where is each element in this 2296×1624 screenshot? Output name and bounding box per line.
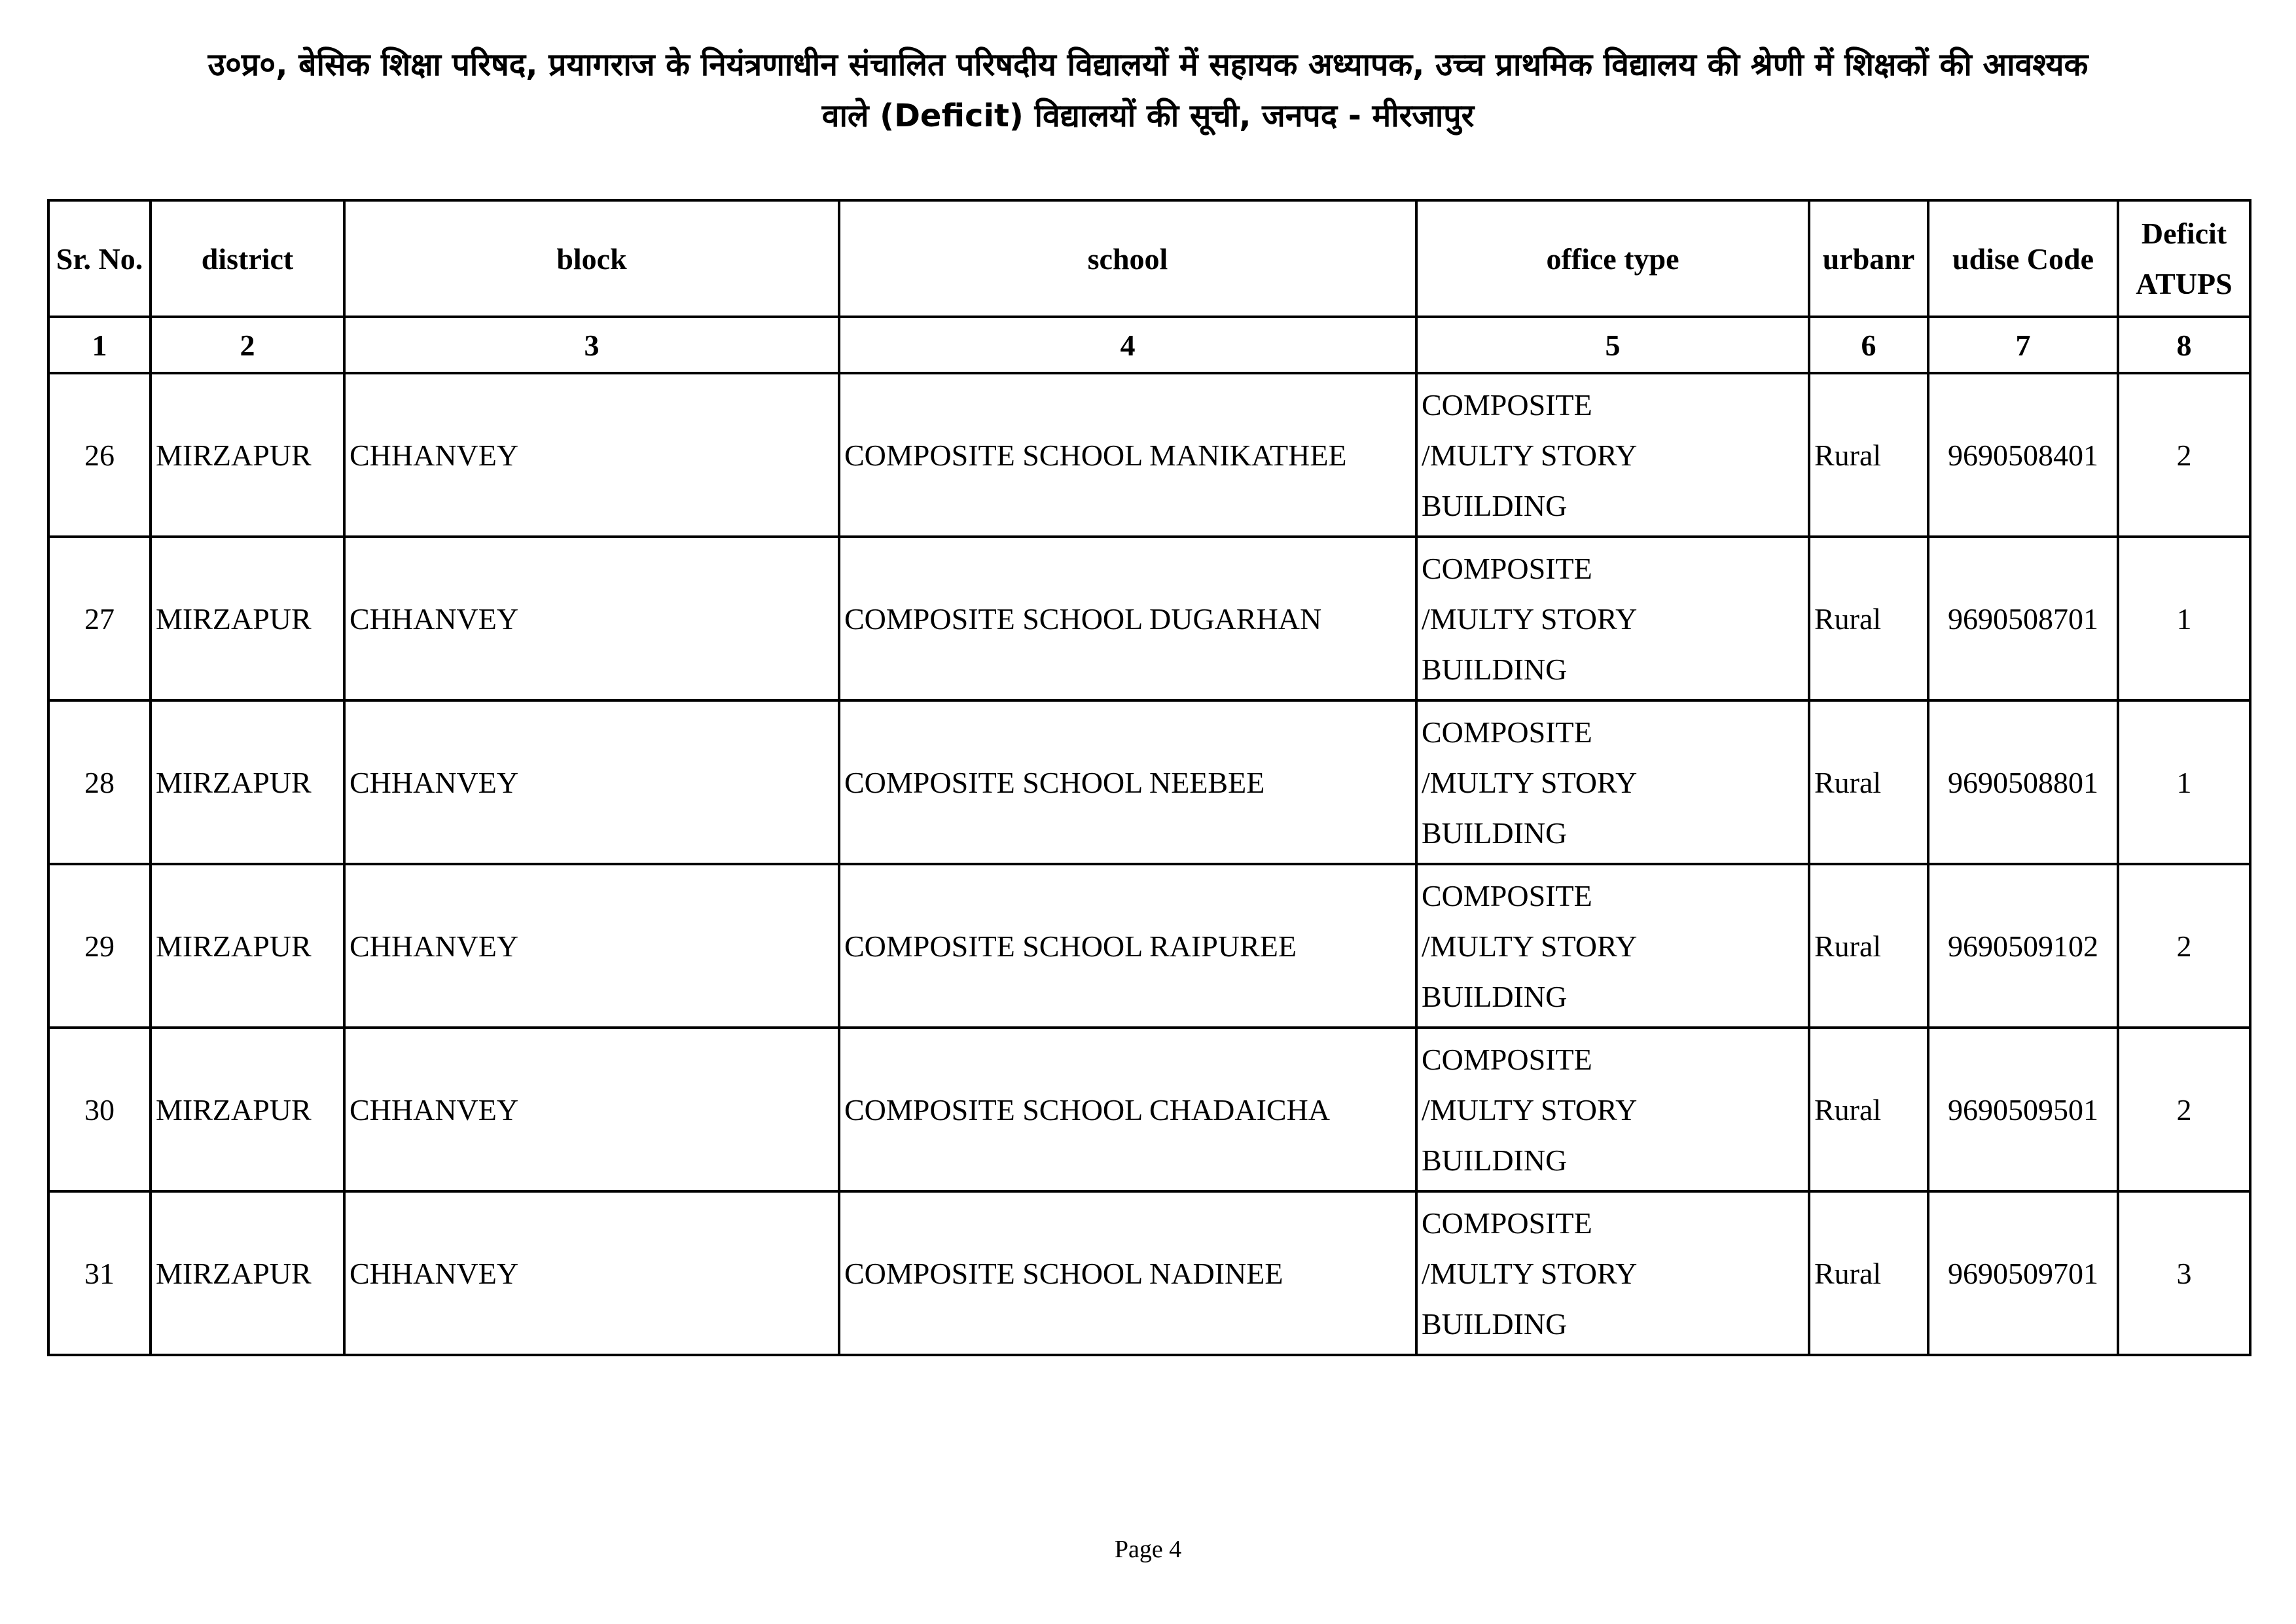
title-line-1: उ०प्र०, बेसिक शिक्षा परिषद, प्रयागराज के नियंत्रणाधीन संचालित परिषदीय विद्यालयों में सहायक अध्यापक, उच्च प्राथमिक विद्यालय की श्रेणी में शिक्षकों की आवश्यक <box>207 46 2089 83</box>
cell-deficit: 1 <box>2118 700 2250 864</box>
cell-district: MIRZAPUR <box>151 373 344 537</box>
cell-urbanr: Rural <box>1809 1191 1928 1355</box>
table-row <box>48 1028 2250 1191</box>
cell-udise-code: 9690508801 <box>1928 700 2118 864</box>
office-type-line: COMPOSITE <box>1422 1206 1592 1240</box>
header-deficit-atups: Deficit ATUPS <box>2118 200 2250 317</box>
cell-sr-no: 28 <box>48 700 151 864</box>
office-type-line: BUILDING <box>1422 816 1568 850</box>
cell-office-type <box>1416 373 1809 537</box>
cell-urbanr: Rural <box>1809 700 1928 864</box>
office-type-line: BUILDING <box>1422 488 1568 522</box>
table-row <box>48 1191 2250 1355</box>
header-udise-code: udise Code <box>1928 200 2118 317</box>
table-row <box>48 373 2250 537</box>
cell-block: CHHANVEY <box>344 373 839 537</box>
cell-office-type <box>1416 537 1809 700</box>
cell-office-type <box>1416 1028 1809 1191</box>
header-row <box>48 200 2250 317</box>
header-school: school <box>839 200 1416 317</box>
office-type-line: BUILDING <box>1422 1143 1568 1177</box>
office-type-line: /MULTY STORY <box>1422 1092 1638 1127</box>
office-type-line: /MULTY STORY <box>1422 602 1638 636</box>
office-type-line: BUILDING <box>1422 979 1568 1013</box>
table-row <box>48 537 2250 700</box>
cell-block: CHHANVEY <box>344 1191 839 1355</box>
cell-district: MIRZAPUR <box>151 537 344 700</box>
cell-district: MIRZAPUR <box>151 1028 344 1191</box>
deficit-schools-table <box>47 199 2251 1356</box>
cell-deficit: 2 <box>2118 373 2250 537</box>
cell-deficit: 2 <box>2118 864 2250 1028</box>
cell-block: CHHANVEY <box>344 537 839 700</box>
column-number-row <box>48 317 2250 373</box>
office-type-line: COMPOSITE <box>1422 715 1592 749</box>
column-number: 7 <box>1928 317 2118 373</box>
office-type-line: /MULTY STORY <box>1422 1256 1638 1290</box>
cell-school: COMPOSITE SCHOOL CHADAICHA <box>839 1028 1416 1191</box>
office-type-line: /MULTY STORY <box>1422 929 1638 963</box>
table-row <box>48 864 2250 1028</box>
office-type-line: BUILDING <box>1422 652 1568 686</box>
cell-office-type <box>1416 864 1809 1028</box>
column-number: 4 <box>839 317 1416 373</box>
cell-school: COMPOSITE SCHOOL NADINEE <box>839 1191 1416 1355</box>
cell-office-type <box>1416 700 1809 864</box>
cell-district: MIRZAPUR <box>151 700 344 864</box>
cell-sr-no: 31 <box>48 1191 151 1355</box>
column-number: 1 <box>48 317 151 373</box>
cell-school: COMPOSITE SCHOOL RAIPUREE <box>839 864 1416 1028</box>
cell-deficit: 3 <box>2118 1191 2250 1355</box>
cell-district: MIRZAPUR <box>151 864 344 1028</box>
cell-urbanr: Rural <box>1809 864 1928 1028</box>
column-number: 3 <box>344 317 839 373</box>
office-type-line: COMPOSITE <box>1422 1042 1592 1076</box>
header-urbanr: urbanr <box>1809 200 1928 317</box>
cell-block: CHHANVEY <box>344 864 839 1028</box>
cell-block: CHHANVEY <box>344 1028 839 1191</box>
cell-udise-code: 9690509701 <box>1928 1191 2118 1355</box>
header-block: block <box>344 200 839 317</box>
cell-udise-code: 9690509102 <box>1928 864 2118 1028</box>
office-type-line: COMPOSITE <box>1422 551 1592 585</box>
cell-school: COMPOSITE SCHOOL NEEBEE <box>839 700 1416 864</box>
office-type-line: BUILDING <box>1422 1307 1568 1341</box>
office-type-line: /MULTY STORY <box>1422 765 1638 799</box>
header-office-type: office type <box>1416 200 1809 317</box>
document-title <box>39 39 2257 141</box>
cell-district: MIRZAPUR <box>151 1191 344 1355</box>
cell-deficit: 1 <box>2118 537 2250 700</box>
office-type-line: COMPOSITE <box>1422 878 1592 912</box>
header-district: district <box>151 200 344 317</box>
cell-office-type <box>1416 1191 1809 1355</box>
cell-udise-code: 9690509501 <box>1928 1028 2118 1191</box>
cell-udise-code: 9690508401 <box>1928 373 2118 537</box>
header-sr-no: Sr. No. <box>48 200 151 317</box>
cell-urbanr: Rural <box>1809 1028 1928 1191</box>
office-type-line: /MULTY STORY <box>1422 438 1638 472</box>
cell-sr-no: 26 <box>48 373 151 537</box>
cell-udise-code: 9690508701 <box>1928 537 2118 700</box>
table-row <box>48 700 2250 864</box>
cell-deficit: 2 <box>2118 1028 2250 1191</box>
column-number: 5 <box>1416 317 1809 373</box>
column-number: 6 <box>1809 317 1928 373</box>
cell-school: COMPOSITE SCHOOL DUGARHAN <box>839 537 1416 700</box>
cell-block: CHHANVEY <box>344 700 839 864</box>
column-number: 8 <box>2118 317 2250 373</box>
cell-sr-no: 29 <box>48 864 151 1028</box>
office-type-line: COMPOSITE <box>1422 388 1592 422</box>
page-number: Page 4 <box>1114 1536 1182 1563</box>
cell-urbanr: Rural <box>1809 537 1928 700</box>
cell-school: COMPOSITE SCHOOL MANIKATHEE <box>839 373 1416 537</box>
title-line-2: वाले (Deficit) विद्यालयों की सूची, जनपद - मीरजापुर <box>821 98 1475 134</box>
cell-urbanr: Rural <box>1809 373 1928 537</box>
column-number: 2 <box>151 317 344 373</box>
cell-sr-no: 27 <box>48 537 151 700</box>
cell-sr-no: 30 <box>48 1028 151 1191</box>
